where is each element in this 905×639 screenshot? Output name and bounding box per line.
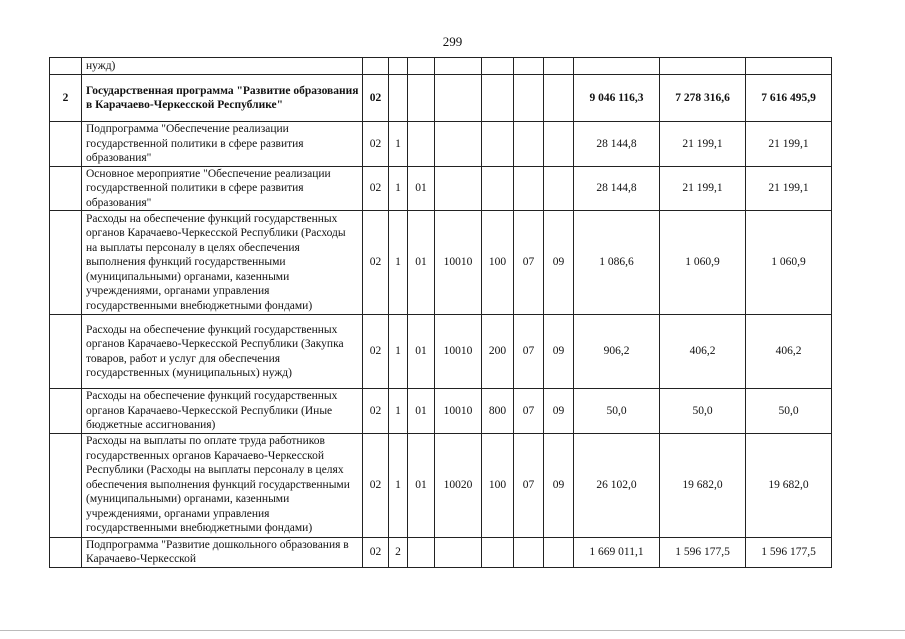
amount-year-3-cell: 7 616 495,9 [746,75,832,122]
amount-year-3-cell: 406,2 [746,315,832,389]
amount-year-3-cell: 1 596 177,5 [746,537,832,567]
program-code-cell: 02 [363,75,389,122]
subprogram-code-cell: 1 [389,122,408,167]
row-number-cell [50,537,82,567]
expense-type-cell: 100 [482,211,514,315]
budget-table [49,57,832,568]
amount-year-3-cell: 21 199,1 [746,122,832,167]
amount-year-2-cell: 1 596 177,5 [660,537,746,567]
amount-year-3-cell: 21 199,1 [746,166,832,211]
direction-code-cell: 10020 [435,433,482,537]
row-name-cell: нужд) [82,58,363,75]
row-number-cell [50,315,82,389]
expense-type-cell [482,122,514,167]
expense-type-cell: 100 [482,433,514,537]
table-row [50,433,832,537]
section-code-cell: 07 [514,389,544,434]
table-body [50,58,832,568]
subsection-code-cell: 09 [544,389,574,434]
table-row [50,211,832,315]
expense-type-cell: 200 [482,315,514,389]
amount-year-2-cell: 21 199,1 [660,122,746,167]
subprogram-code-cell: 1 [389,166,408,211]
row-number-cell [50,58,82,75]
measure-code-cell: 01 [408,315,435,389]
page-number: 299 [442,34,463,49]
row-number-cell [50,433,82,537]
program-code-cell: 02 [363,166,389,211]
row-number-cell [50,122,82,167]
measure-code-cell: 01 [408,166,435,211]
table-row [50,58,832,75]
section-code-cell: 07 [514,315,544,389]
amount-year-1-cell: 906,2 [574,315,660,389]
measure-code-cell: 01 [408,433,435,537]
row-number-cell [50,166,82,211]
subprogram-code-cell: 1 [389,389,408,434]
subsection-code-cell [544,75,574,122]
amount-year-1-cell: 9 046 116,3 [574,75,660,122]
table-row [50,537,832,567]
row-number-cell [50,211,82,315]
subsection-code-cell [544,537,574,567]
subsection-code-cell: 09 [544,433,574,537]
section-code-cell [514,58,544,75]
amount-year-1-cell: 28 144,8 [574,122,660,167]
row-name-cell: Основное мероприятие "Обеспечение реализации государственной политики в сфере развития образования" [82,166,363,211]
page-bottom-rule [0,630,905,631]
row-name-cell: Расходы на обеспечение функций государственных органов Карачаево-Черкесской Республики (Расходы на выплаты персоналу в целях обеспечения выполнения функций государственными (муниципальными) органами, казенными учреждениями, органами управления государственными внебюджетными фондами) [82,211,363,315]
subprogram-code-cell: 1 [389,211,408,315]
amount-year-1-cell: 1 669 011,1 [574,537,660,567]
program-code-cell: 02 [363,389,389,434]
row-name-cell: Расходы на обеспечение функций государственных органов Карачаево-Черкесской Республики (Иные бюджетные ассигнования) [82,389,363,434]
amount-year-2-cell: 19 682,0 [660,433,746,537]
amount-year-1-cell: 50,0 [574,389,660,434]
subsection-code-cell [544,166,574,211]
expense-type-cell [482,537,514,567]
row-name-cell: Подпрограмма "Развитие дошкольного образования в Карачаево-Черкесской [82,537,363,567]
subprogram-code-cell [389,58,408,75]
row-name-cell: Расходы на выплаты по оплате труда работников государственных органов Карачаево-Черкесской Республики (Расходы на выплаты персоналу в целях обеспечения выполнения функций государственными (муниципальными) органами, казенными учреждениями, органами управления государственными внебюджетными фондами) [82,433,363,537]
amount-year-3-cell: 1 060,9 [746,211,832,315]
measure-code-cell [408,75,435,122]
direction-code-cell: 10010 [435,389,482,434]
program-code-cell: 02 [363,315,389,389]
section-code-cell [514,537,544,567]
expense-type-cell [482,58,514,75]
row-name-cell: Расходы на обеспечение функций государственных органов Карачаево-Черкесской Республики (Закупка товаров, работ и услуг для обеспечения государственных (муниципальных) нужд) [82,315,363,389]
amount-year-3-cell [746,58,832,75]
measure-code-cell [408,58,435,75]
program-code-cell: 02 [363,211,389,315]
program-code-cell: 02 [363,122,389,167]
direction-code-cell: 10010 [435,211,482,315]
measure-code-cell: 01 [408,389,435,434]
table-row [50,315,832,389]
direction-code-cell [435,166,482,211]
subprogram-code-cell: 2 [389,537,408,567]
table-row [50,75,832,122]
subsection-code-cell [544,122,574,167]
amount-year-1-cell: 1 086,6 [574,211,660,315]
subprogram-code-cell: 1 [389,433,408,537]
amount-year-3-cell: 50,0 [746,389,832,434]
row-number-cell: 2 [50,75,82,122]
row-number-cell [50,389,82,434]
measure-code-cell: 01 [408,211,435,315]
program-code-cell: 02 [363,537,389,567]
table-row [50,122,832,167]
subsection-code-cell: 09 [544,211,574,315]
amount-year-1-cell: 26 102,0 [574,433,660,537]
amount-year-2-cell: 50,0 [660,389,746,434]
table-row [50,389,832,434]
expense-type-cell: 800 [482,389,514,434]
row-name-cell: Подпрограмма "Обеспечение реализации государственной политики в сфере развития образования" [82,122,363,167]
subprogram-code-cell: 1 [389,315,408,389]
amount-year-2-cell [660,58,746,75]
section-code-cell [514,122,544,167]
section-code-cell [514,166,544,211]
section-code-cell: 07 [514,211,544,315]
expense-type-cell [482,166,514,211]
direction-code-cell [435,122,482,167]
amount-year-2-cell: 1 060,9 [660,211,746,315]
subsection-code-cell: 09 [544,315,574,389]
subprogram-code-cell [389,75,408,122]
subsection-code-cell [544,58,574,75]
amount-year-1-cell: 28 144,8 [574,166,660,211]
table-row [50,166,832,211]
expense-type-cell [482,75,514,122]
measure-code-cell [408,122,435,167]
direction-code-cell [435,58,482,75]
direction-code-cell [435,537,482,567]
amount-year-2-cell: 21 199,1 [660,166,746,211]
amount-year-1-cell [574,58,660,75]
amount-year-2-cell: 406,2 [660,315,746,389]
program-code-cell: 02 [363,433,389,537]
amount-year-3-cell: 19 682,0 [746,433,832,537]
row-name-cell: Государственная программа "Развитие образования в Карачаево-Черкесской Республике" [82,75,363,122]
section-code-cell [514,75,544,122]
direction-code-cell [435,75,482,122]
section-code-cell: 07 [514,433,544,537]
direction-code-cell: 10010 [435,315,482,389]
program-code-cell [363,58,389,75]
amount-year-2-cell: 7 278 316,6 [660,75,746,122]
measure-code-cell [408,537,435,567]
